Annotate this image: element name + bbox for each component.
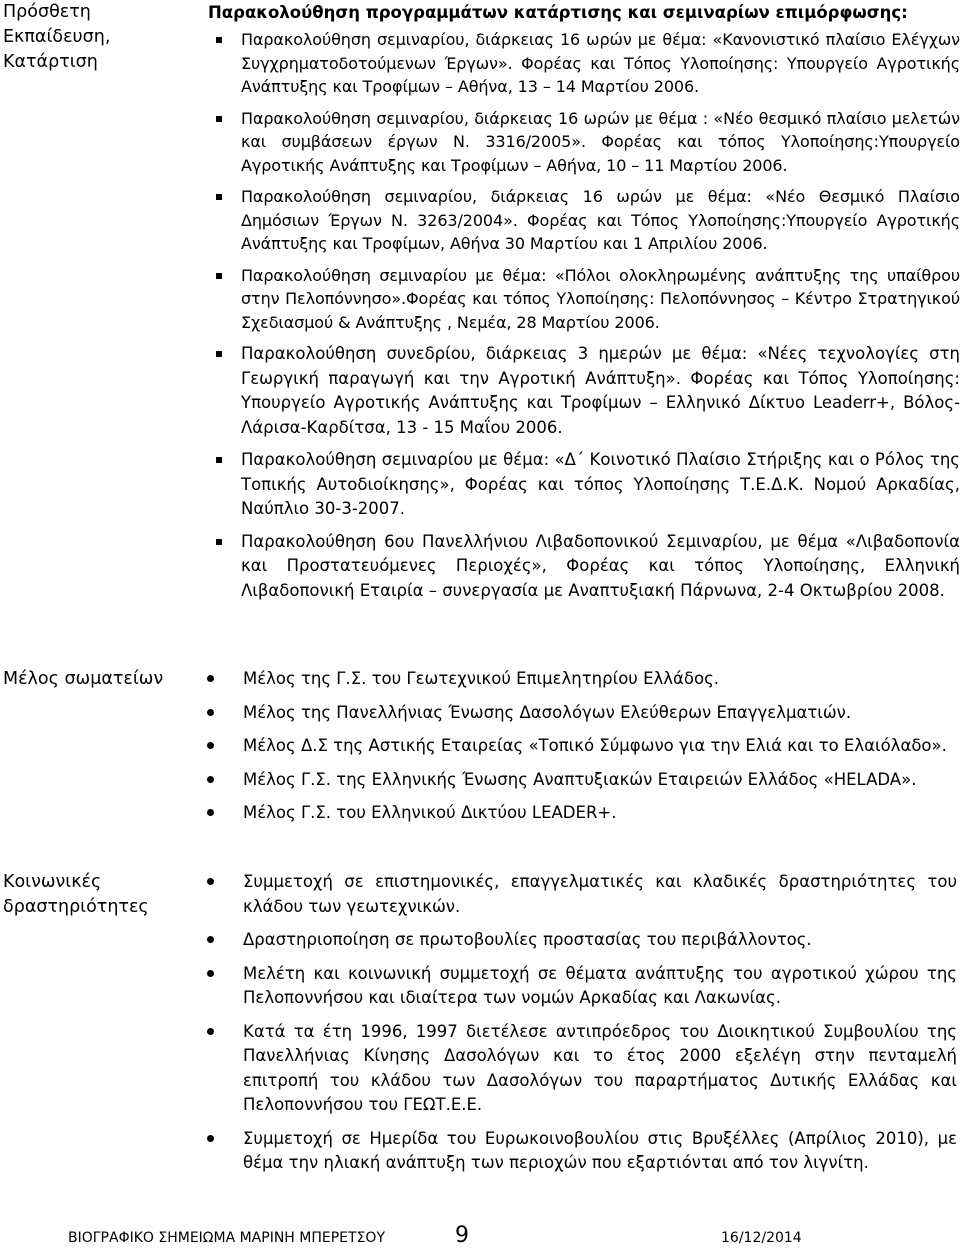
training-list	[208, 28, 960, 334]
section-training-heading: Παρακολούθηση προγραμμάτων κατάρτισης και σεμιναρίων επιμόρφωσης:	[208, 3, 908, 22]
page-number: 9	[455, 1223, 469, 1248]
page-footer	[0, 1225, 960, 1249]
section-training-content	[208, 0, 960, 611]
list-item: Παρακολούθηση συνεδρίου, διάρκειας 3 ημερών με θέμα: «Νέες τεχνολογίες στη Γεωργική παραγωγή και την Αγροτική Ανάπτυξη». Φορέας και Τόπος Υλοποίησης: Υπουργείο Αγροτικής Ανάπτυξης και Τροφίμων – Ελληνικό Δίκτυο Leaderr+, Βόλος-Λάρισα-Καρδίτσα, 13 - 15 Μαΐου 2006.	[208, 342, 960, 440]
list-item: Μέλος Δ.Σ της Αστικής Εταιρείας «Τοπικό Σύμφωνο για την Ελιά και το Ελαιόλαδο».	[205, 734, 957, 759]
list-item: Παρακολούθηση σεμιναρίου, διάρκειας 16 ωρών με θέμα : «Νέο θεσμικό πλαίσιο μελετών και συμβάσεων έργων Ν. 3316/2005». Φορέας και τόπος Υλοποίησης:Υπουργείο Αγροτικής Ανάπτυξης και Τροφίμων – Αθήνα, 10 – 11 Μαρτίου 2006.	[208, 107, 960, 178]
list-item: Παρακολούθηση σεμιναρίου με θέμα: «Πόλοι ολοκληρωμένης ανάπτυξης της υπαίθρου στην Πελοπόννησο».Φορέας και τόπος Υλοποίησης: Πελοπόννησος – Κέντρο Στρατηγικού Σχεδιασμού & Ανάπτυξης , Νεμέα, 28 Μαρτίου 2006.	[208, 264, 960, 335]
footer-title: ΒΙΟΓΡΑΦΙΚΟ ΣΗΜΕΙΩΜΑ ΜΑΡΙΝΗ ΜΠΕΡΕΤΣΟΥ	[68, 1230, 385, 1246]
list-item: Παρακολούθηση σεμιναρίου, διάρκειας 16 ωρών με θέμα: «Νέο Θεσμικό Πλαίσιο Δημόσιων Έργων Ν. 3263/2004». Φορέας και Τόπος Υλοποίησης:Υπουργείο Αγροτικής Ανάπτυξης και Τροφίμων, Αθήνα 30 Μαρτίου και 1 Απριλίου 2006.	[208, 185, 960, 256]
list-item: Μέλος Γ.Σ. της Ελληνικής Ένωσης Αναπτυξιακών Εταιρειών Ελλάδος «HELADA».	[205, 768, 957, 793]
list-item: Δραστηριοποίηση σε πρωτοβουλίες προστασίας του περιβάλλοντος.	[205, 928, 957, 953]
list-item: Συμμετοχή σε Ημερίδα του Ευρωκοινοβουλίου στις Βρυξέλλες (Απρίλιος 2010), με θέμα την ηλιακή ανάπτυξη των περιοχών που εξαρτιόνται από τον λιγνίτη.	[205, 1127, 957, 1176]
list-item: Μέλος Γ.Σ. του Ελληνικού Δικτύου LEADER+.	[205, 801, 957, 826]
list-item: Μέλος της Γ.Σ. του Γεωτεχνικού Επιμελητηρίου Ελλάδος.	[205, 667, 957, 692]
list-item: Συμμετοχή σε επιστημονικές, επαγγελματικές και κλαδικές δραστηριότητες του κλάδου των γεωτεχνικών.	[205, 870, 957, 919]
list-item: Κατά τα έτη 1996, 1997 διετέλεσε αντιπρόεδρος του Διοικητικού Συμβουλίου της Πανελλήνιας Κίνησης Δασολόγων και το έτος 2000 εξελέγη στην πενταμελή επιτροπή του κλάδου των Δασολόγων του παραρτήματος Δυτικής Ελλάδας και Πελοποννήσου του ΓΕΩΤ.Ε.Ε.	[205, 1020, 957, 1118]
list-item: Παρακολούθηση σεμιναρίου με θέμα: «Δ΄ Κοινοτικό Πλαίσιο Στήριξης και ο Ρόλος της Τοπικής Αυτοδιοίκησης», Φορέας και τόπος Υλοποίησης Τ.Ε.Δ.Κ. Νομού Αρκαδίας, Ναύπλιο 30-3-2007.	[208, 448, 960, 522]
social-list	[205, 870, 957, 1176]
list-item: Παρακολούθηση σεμιναρίου, διάρκειας 16 ωρών με θέμα: «Κανονιστικό πλαίσιο Ελέγχων Συγχρηματοδοτούμενων Έργων». Φορέας και Τόπος Υλοποίησης: Υπουργείο Αγροτικής Ανάπτυξης και Τροφίμων – Αθήνα, 13 – 14 Μαρτίου 2006.	[208, 28, 960, 99]
section-social-content	[205, 870, 957, 1185]
section-memberships-content	[205, 667, 957, 835]
training-list-continued	[208, 342, 960, 603]
list-item: Μελέτη και κοινωνική συμμετοχή σε θέματα ανάπτυξης του αγροτικού χώρου της Πελοποννήσου και ιδιαίτερα των νομών Αρκαδίας και Λακωνίας.	[205, 962, 957, 1011]
section-social-label: Κοινωνικές δραστηριότητες	[3, 872, 149, 917]
memberships-list	[205, 667, 957, 826]
section-memberships-label: Μέλος σωματείων	[3, 669, 164, 689]
section-training-label: Πρόσθετη Εκπαίδευση, Κατάρτιση	[3, 2, 111, 72]
footer-date: 16/12/2014	[721, 1230, 802, 1246]
list-item: Μέλος της Πανελλήνιας Ένωσης Δασολόγων Ελεύθερων Επαγγελματιών.	[205, 701, 957, 726]
list-item: Παρακολούθηση 6ου Πανελλήνιου Λιβαδοπονικού Σεμιναρίου, με θέμα «Λιβαδοπονία και Προστατευόμενες Περιοχές», Φορέας και τόπος Υλοποίησης, Ελληνική Λιβαδοπονική Εταιρία – συνεργασία με Αναπτυξιακή Πάρνωνα, 2-4 Οκτωβρίου 2008.	[208, 530, 960, 604]
